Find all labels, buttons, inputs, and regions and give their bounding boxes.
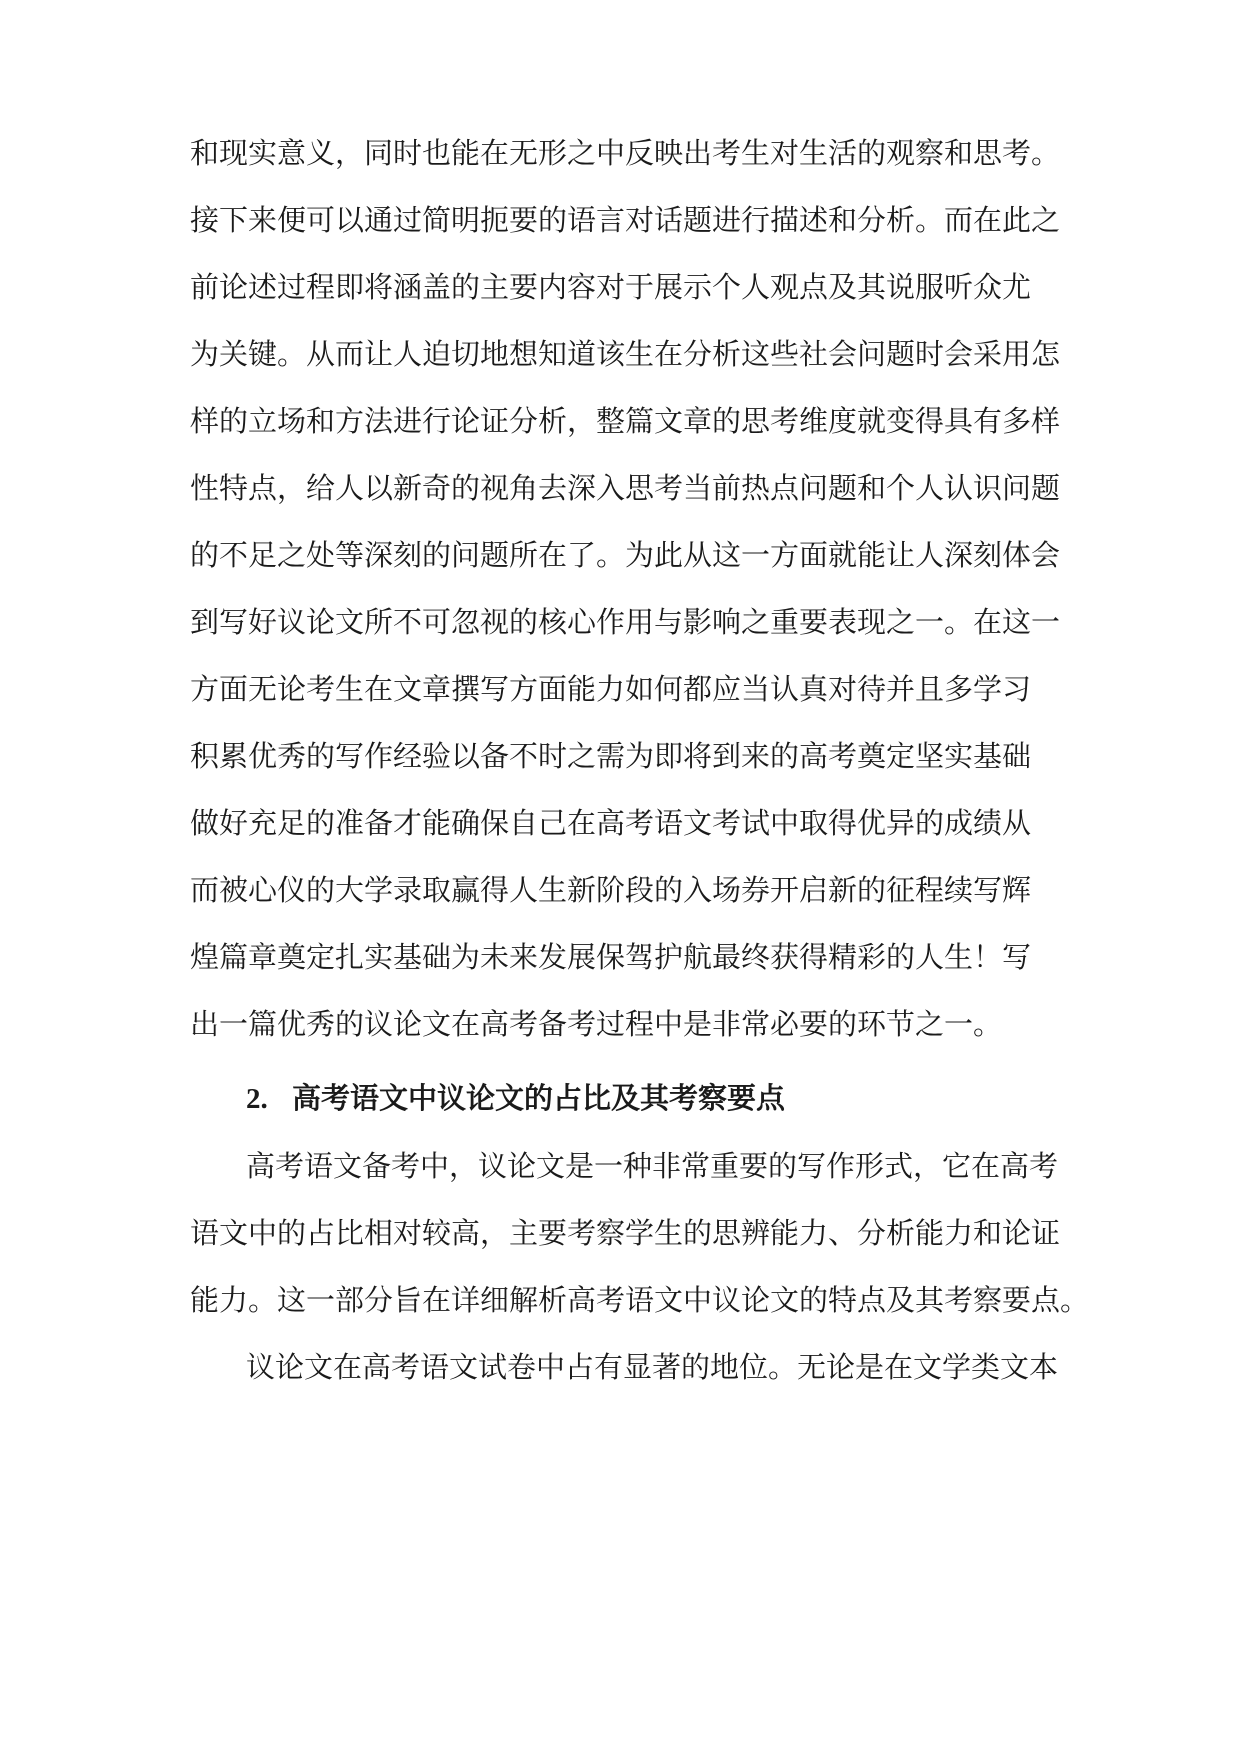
text-line: 前论述过程即将涵盖的主要内容对于展示个人观点及其说服听众尤 [190,270,1032,304]
text-line: 议论文在高考语文试卷中占有显著的地位。无论是在文学类文本 [246,1350,1059,1384]
text-line: 积累优秀的写作经验以备不时之需为即将到来的高考奠定坚实基础 [190,739,1032,773]
text-line: 和现实意义，同时也能在无形之中反映出考生对生活的观察和思考。 [190,136,1061,170]
text-line: 高考语文备考中，议论文是一种非常重要的写作形式，它在高考 [246,1149,1059,1183]
text-line: 接下来便可以通过简明扼要的语言对话题进行描述和分析。而在此之 [190,203,1061,237]
text-line: 煌篇章奠定扎实基础为未来发展保驾护航最终获得精彩的人生！写 [190,940,1032,974]
section-heading [246,1078,1066,1119]
text-line: 的不足之处等深刻的问题所在了。为此从这一方面就能让人深刻体会 [190,538,1061,572]
text-line: 为关键。从而让人迫切地想知道该生在分析这些社会问题时会采用怎 [190,337,1061,371]
text-line: 做好充足的准备才能确保自己在高考语文考试中取得优异的成绩从 [190,806,1032,840]
text-line: 方面无论考生在文章撰写方面能力如何都应当认真对待并且多学习 [190,672,1032,706]
text-line: 语文中的占比相对较高，主要考察学生的思辨能力、分析能力和论证 [190,1216,1061,1250]
text-line: 到写好议论文所不可忽视的核心作用与影响之重要表现之一。在这一 [190,605,1061,639]
section-title: 高考语文中议论文的占比及其考察要点 [292,1081,786,1115]
text-line: 性特点，给人以新奇的视角去深入思考当前热点问题和个人认识问题 [190,471,1061,505]
section-number: 2. [246,1083,268,1115]
text-line: 样的立场和方法进行论证分析，整篇文章的思考维度就变得具有多样 [190,404,1061,438]
text-line: 出一篇优秀的议论文在高考备考过程中是非常必要的环节之一。 [190,1007,1003,1041]
text-line: 能力。这一部分旨在详细解析高考语文中议论文的特点及其考察要点。 [190,1283,1090,1317]
text-line: 而被心仪的大学录取赢得人生新阶段的入场券开启新的征程续写辉 [190,873,1032,907]
